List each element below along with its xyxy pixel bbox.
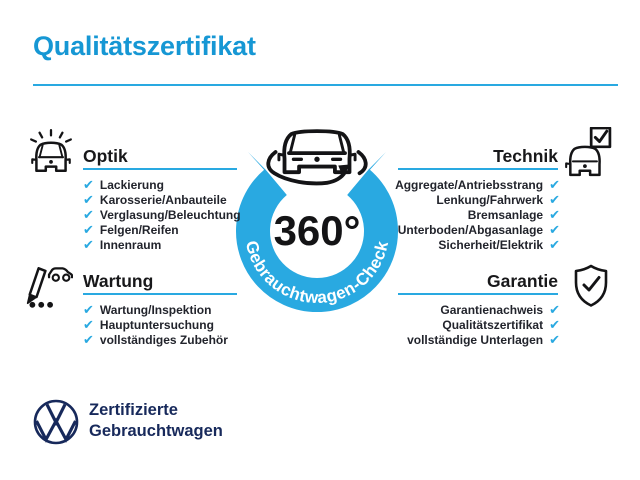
list-item [330, 177, 560, 192]
list-item [330, 317, 560, 332]
item-label: vollständiges Zubehör [99, 332, 228, 347]
check-icon: ✔ [549, 207, 560, 222]
item-label: Qualitätszertifikat [442, 317, 544, 332]
check-icon: ✔ [83, 207, 94, 222]
optik-list [83, 177, 241, 252]
car-rotation-icon [268, 131, 365, 183]
section-rule-technik [398, 168, 558, 170]
check-icon: ✔ [83, 317, 94, 332]
checklist-car-icon [23, 260, 73, 310]
footer-brand-text [89, 400, 223, 441]
section-title-wartung: Wartung [83, 271, 154, 291]
list-item [83, 302, 228, 317]
car-shine-icon [26, 127, 76, 177]
check-icon: ✔ [83, 332, 94, 347]
check-icon: ✔ [83, 192, 94, 207]
list-item [330, 192, 560, 207]
check-icon: ✔ [549, 237, 560, 252]
section-rule-wartung [83, 293, 237, 295]
item-label: Lackierung [99, 177, 164, 192]
check-icon: ✔ [549, 192, 560, 207]
wartung-list [83, 302, 228, 347]
item-label: Hauptuntersuchung [99, 317, 214, 332]
check-icon: ✔ [83, 177, 94, 192]
section-rule-optik [83, 168, 237, 170]
ring-label: Gebrauchtwagen-Check [241, 238, 393, 308]
check-icon: ✔ [83, 222, 94, 237]
technik-list [330, 177, 560, 252]
section-title-technik: Technik [493, 146, 558, 166]
item-label: Bremsanlage [467, 207, 544, 222]
footer-line1: Zertifizierte [89, 401, 178, 419]
list-item [83, 332, 228, 347]
check-icon: ✔ [549, 317, 560, 332]
item-label: Aggregate/Antriebsstrang [395, 177, 544, 192]
list-item [330, 207, 560, 222]
list-item [330, 222, 560, 237]
footer-line2: Gebrauchtwagen [89, 421, 223, 440]
item-label: Verglasung/Beleuchtung [99, 207, 241, 222]
vw-logo [31, 397, 81, 447]
item-label: Unterboden/Abgasanlage [397, 222, 544, 237]
list-item [330, 332, 560, 347]
check-icon: ✔ [83, 237, 94, 252]
item-label: Innenraum [99, 237, 162, 252]
list-item [83, 237, 241, 252]
section-rule-garantie [398, 293, 558, 295]
list-item [330, 237, 560, 252]
check-icon: ✔ [549, 177, 560, 192]
list-item [83, 177, 241, 192]
item-label: Garantienachweis [440, 302, 544, 317]
car-checkbox-icon [562, 127, 612, 177]
item-label: Wartung/Inspektion [99, 302, 212, 317]
shield-check-icon [568, 263, 614, 309]
list-item [83, 192, 241, 207]
list-item [330, 302, 560, 317]
list-item [83, 222, 241, 237]
section-title-garantie: Garantie [487, 271, 558, 291]
check-icon: ✔ [549, 332, 560, 347]
check-icon: ✔ [549, 302, 560, 317]
degrees-label: 360° [273, 207, 361, 254]
page-title: Qualitätszertifikat [33, 31, 256, 61]
item-label: Lenkung/Fahrwerk [436, 192, 544, 207]
item-label: Felgen/Reifen [99, 222, 179, 237]
check-icon: ✔ [549, 222, 560, 237]
list-item [83, 317, 228, 332]
check-icon: ✔ [83, 302, 94, 317]
item-label: Karosserie/Anbauteile [99, 192, 227, 207]
section-title-optik: Optik [83, 146, 128, 166]
list-item [83, 207, 241, 222]
item-label: Sicherheit/Elektrik [438, 237, 544, 252]
garantie-list [330, 302, 560, 347]
header-divider [33, 84, 618, 86]
item-label: vollständige Unterlagen [407, 332, 544, 347]
